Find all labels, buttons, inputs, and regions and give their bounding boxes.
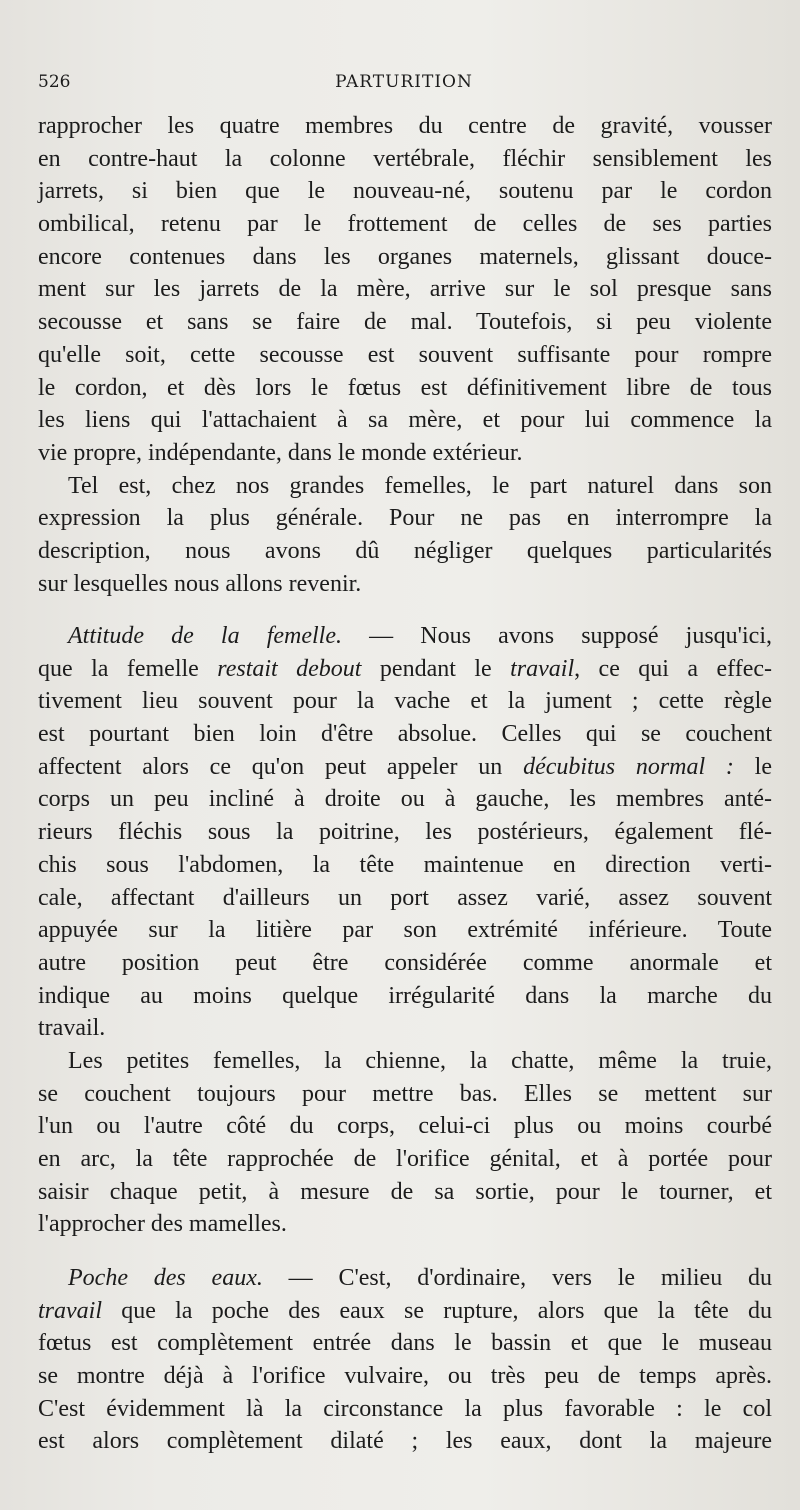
italic-term: travail — [38, 1297, 102, 1324]
text-line: rapprocher les quatre membres du centre de gravité, vousser — [38, 113, 772, 139]
text-line: expression la plus générale. Pour ne pas en interrompre la — [38, 505, 772, 532]
text-line: secousse et sans se faire de mal. Toutefois, si peu violente — [38, 309, 772, 336]
page-header — [38, 72, 770, 98]
text-line: jarrets, si bien que le nouveau-né, soutenu par le cordon — [38, 178, 772, 205]
paragraph-attitude — [38, 620, 772, 1045]
text-line — [38, 1262, 772, 1295]
text-line: ment sur les jarrets de la mère, arrive sur le sol presque sans — [38, 276, 772, 303]
paragraph-continuation — [38, 110, 772, 470]
text-line: cale, affectant d'ailleurs un port assez varié, assez souvent — [38, 884, 772, 911]
text-run: — C'est, d'ordinaire, vers le milieu du — [262, 1265, 772, 1291]
text-line: en arc, la tête rapprochée de l'orifice génital, et à portée pour — [38, 1146, 772, 1172]
text-block-attitude — [38, 620, 772, 1241]
text-line: travail. — [38, 1015, 106, 1042]
italic-term: travail — [510, 655, 575, 682]
italic-term: restait debout — [217, 655, 362, 682]
text-line: chis sous l'abdomen, la tête maintenue en direction verti- — [38, 851, 772, 878]
text-run: le — [733, 753, 773, 780]
text-line: est pourtant bien loin d'être absolue. Celles qui se couchent — [38, 721, 772, 748]
text-line: vie propre, indépendante, dans le monde extérieur. — [38, 439, 523, 466]
paragraph-small-females — [38, 1045, 772, 1241]
text-line: description, nous avons dû négliger quelques particularités — [38, 537, 772, 564]
text-line: autre position peut être considérée comme anormale et — [38, 949, 772, 976]
text-line — [38, 1295, 772, 1328]
text-line: rieurs fléchis sous la poitrine, les postérieurs, également flé- — [38, 819, 772, 846]
text-line: corps un peu incliné à droite ou à gauche, les membres anté- — [38, 786, 772, 813]
text-block-1 — [38, 110, 772, 600]
running-title: PARTURITION — [335, 72, 473, 92]
text-run: pendant le — [361, 655, 511, 682]
text-line: saisir chaque petit, à mesure de sa sortie, pour le tourner, et — [38, 1178, 772, 1205]
paragraph-poche — [38, 1262, 772, 1458]
text-line: encore contenues dans les organes maternels, glissant douce- — [38, 243, 772, 270]
text-line: l'un ou l'autre côté du corps, celui-ci plus ou moins courbé — [38, 1113, 772, 1140]
text-run: que la femelle — [38, 655, 218, 682]
text-line: le cordon, et dès lors le fœtus est définitivement libre de tous — [38, 374, 772, 401]
text-line: en contre-haut la colonne vertébrale, fléchir sensiblement les — [38, 145, 772, 172]
section-heading-poche: Poche des eaux. — [68, 1265, 263, 1291]
page-number: 526 — [38, 72, 71, 92]
paragraph-summary — [38, 470, 772, 601]
text-line — [38, 751, 772, 784]
text-line: Tel est, chez nos grandes femelles, le part naturel dans son — [68, 472, 772, 499]
text-line: Les petites femelles, la chienne, la chatte, même la truie, — [68, 1047, 772, 1074]
section-heading-attitude: Attitude de la femelle. — [68, 623, 342, 649]
text-line: fœtus est complètement entrée dans le bassin et que le museau — [38, 1330, 772, 1357]
text-line: tivement lieu souvent pour la vache et la jument ; cette règle — [38, 688, 772, 715]
text-run: que la poche des eaux se rupture, alors que la tête du — [102, 1297, 772, 1324]
text-line: se montre déjà à l'orifice vulvaire, ou très peu de temps après. — [38, 1363, 772, 1390]
text-run: — Nous avons supposé jusqu'ici, — [342, 623, 772, 649]
text-line: appuyée sur la litière par son extrémité inférieure. Toute — [38, 917, 772, 944]
text-line: qu'elle soit, cette secousse est souvent suffisante pour rompre — [38, 341, 772, 368]
text-line — [38, 620, 772, 653]
text-line: sur lesquelles nous allons revenir. — [38, 570, 362, 597]
text-line — [38, 653, 772, 686]
text-line: indique au moins quelque irrégularité dans la marche du — [38, 982, 772, 1009]
text-run: affectent alors ce qu'on peut appeler un — [38, 753, 524, 780]
text-line: l'approcher des mamelles. — [38, 1211, 287, 1238]
text-block-poche — [38, 1262, 772, 1458]
text-line: est alors complètement dilaté ; les eaux, dont la majeure — [38, 1428, 772, 1455]
text-line: ombilical, retenu par le frottement de celles de ses parties — [38, 211, 772, 238]
text-line: C'est évidemment là la circonstance la plus favorable : le col — [38, 1395, 772, 1422]
text-line: les liens qui l'attachaient à sa mère, et pour lui commence la — [38, 407, 772, 434]
text-line: se couchent toujours pour mettre bas. Elles se mettent sur — [38, 1080, 772, 1107]
text-run: , ce qui a effec- — [574, 655, 773, 682]
italic-term: décubitus normal : — [523, 753, 734, 780]
